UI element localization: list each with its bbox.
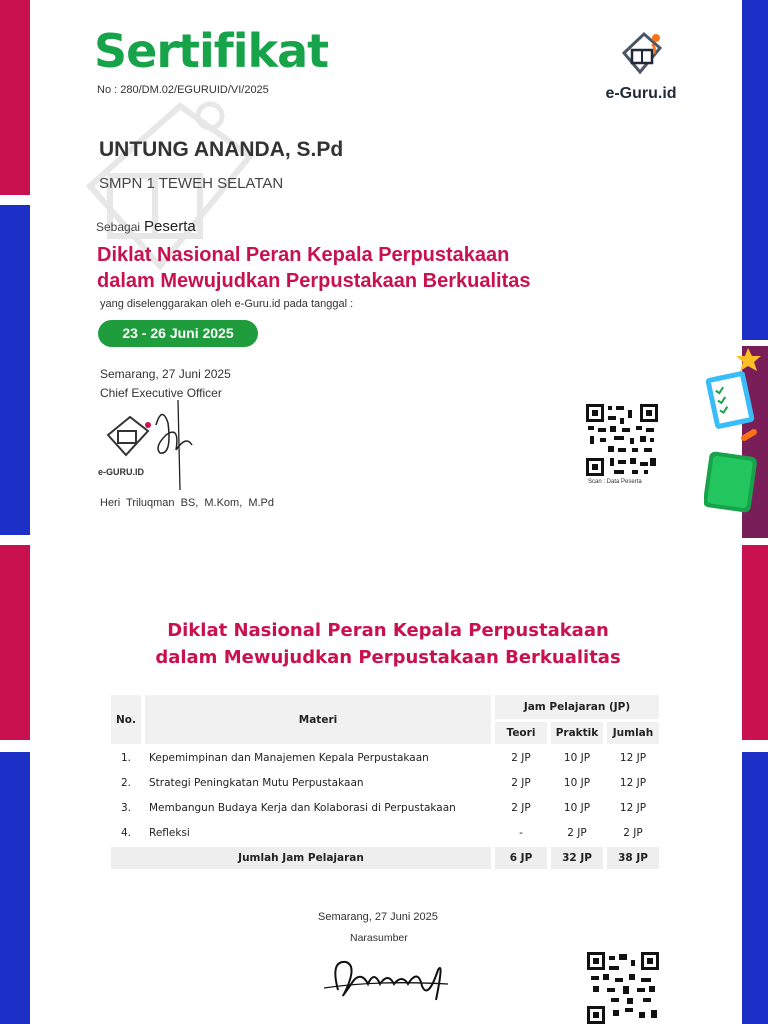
qr-caption: Scan : Data Peserta <box>588 479 642 485</box>
total-praktik: 32 JP <box>551 847 603 869</box>
total-label: Jumlah Jam Pelajaran <box>111 847 491 869</box>
recipient-school: SMPN 1 TEWEH SELATAN <box>99 175 284 192</box>
logo-text: e-Guru.id <box>605 85 677 102</box>
row-teori: 2 JP <box>511 752 531 764</box>
row-materi: Membangun Budaya Kerja dan Kolaborasi di Perpustakaan <box>149 802 456 814</box>
row-jumlah: 2 JP <box>623 827 643 839</box>
ceo-name: Heri Triluqman BS, M.Kom, M.Pd <box>100 497 274 509</box>
row-praktik: 10 JP <box>563 802 591 814</box>
row-praktik: 10 JP <box>563 777 591 789</box>
row-praktik: 10 JP <box>563 752 591 764</box>
col-praktik: Praktik <box>551 722 603 744</box>
course-title-line1: Diklat Nasional Peran Kepala Perpustakaan <box>97 244 510 266</box>
row-teori: - <box>519 827 523 839</box>
date-range-badge: 23 - 26 Juni 2025 <box>98 320 258 347</box>
table-row <box>111 797 659 819</box>
table-row <box>111 822 659 844</box>
role-value: Peserta <box>144 218 196 235</box>
schedule-title <box>120 617 656 671</box>
clipboard-book-illustration-icon <box>704 346 768 516</box>
col-teori: Teori <box>495 722 547 744</box>
certificate-title: Sertifikat <box>94 24 329 78</box>
row-jumlah: 12 JP <box>619 752 647 764</box>
recipient-name: UNTUNG ANANDA, S.Pd <box>99 138 344 161</box>
left-blue-band <box>0 205 30 535</box>
row-teori: 2 JP <box>511 777 531 789</box>
row-teori: 2 JP <box>511 802 531 814</box>
left-blue-band-bottom <box>0 752 30 1024</box>
signer-title: Chief Executive Officer <box>100 386 222 400</box>
left-red-band <box>0 0 30 195</box>
left-red-band-bottom <box>0 545 30 740</box>
eguru-logo <box>596 28 686 103</box>
schedule-title-line1: Diklat Nasional Peran Kepala Perpustakaan <box>167 620 609 641</box>
course-title-line2: dalam Mewujudkan Perpustakaan Berkualitas <box>97 270 531 292</box>
course-title <box>97 242 637 294</box>
col-jumlah: Jumlah <box>607 722 659 744</box>
row-praktik: 2 JP <box>567 827 587 839</box>
col-materi: Materi <box>145 695 491 744</box>
col-jp: Jam Pelajaran (JP) <box>495 695 659 719</box>
schedule-title-line2: dalam Mewujudkan Perpustakaan Berkualitas <box>155 647 621 668</box>
right-blue-band-bottom <box>742 752 768 1024</box>
speaker-signature <box>318 950 458 1010</box>
qr-code-icon[interactable] <box>586 404 658 476</box>
speaker-role: Narasumber <box>350 932 408 944</box>
row-jumlah: 12 JP <box>619 802 647 814</box>
certificate-number: No : 280/DM.02/EGURUID/VI/2025 <box>97 84 269 96</box>
row-no: 3. <box>120 802 132 814</box>
total-row <box>111 847 659 869</box>
row-no: 2. <box>120 777 132 789</box>
row-no: 4. <box>120 827 132 839</box>
row-materi: Strategi Peningkatan Mutu Perpustakaan <box>149 777 364 789</box>
total-jumlah: 38 JP <box>607 847 659 869</box>
role-prefix: Sebagai <box>96 220 141 234</box>
table-row <box>111 747 659 769</box>
col-no: No. <box>111 695 141 744</box>
row-jumlah: 12 JP <box>619 777 647 789</box>
right-blue-band <box>742 0 768 340</box>
row-materi: Refleksi <box>149 827 190 839</box>
qr-code-icon-bottom[interactable] <box>587 952 659 1024</box>
seal-text: e-GURU.ID <box>98 467 145 477</box>
total-teori: 6 JP <box>495 847 547 869</box>
row-materi: Kepemimpinan dan Manajemen Kepala Perpustakaan <box>149 752 429 764</box>
issue-place-date: Semarang, 27 Juni 2025 <box>100 367 231 381</box>
schedule-place-date: Semarang, 27 Juni 2025 <box>318 911 438 923</box>
table-row <box>111 772 659 794</box>
ceo-signature-stamp <box>96 395 206 495</box>
lesson-hours-table <box>107 692 663 872</box>
held-by-text: yang diselenggarakan oleh e-Guru.id pada tanggal : <box>100 298 354 310</box>
row-no: 1. <box>120 752 132 764</box>
book-logo-icon <box>616 28 666 78</box>
participation-role <box>96 218 196 235</box>
